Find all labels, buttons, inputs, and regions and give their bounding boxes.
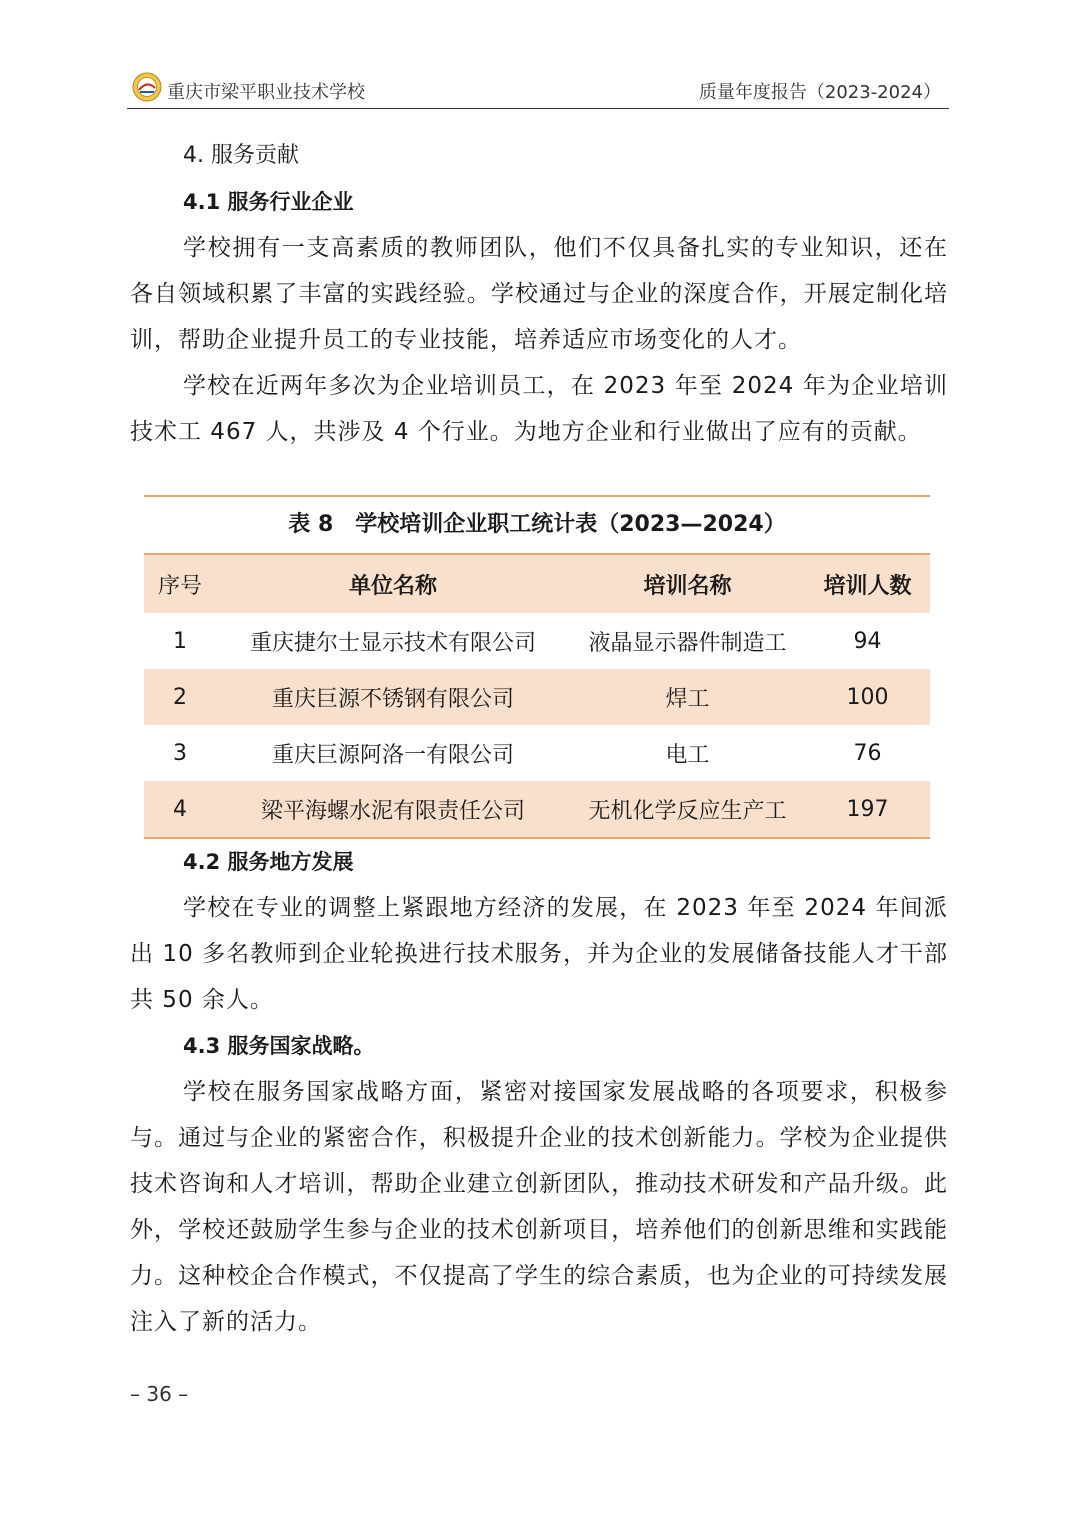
- table-row: [144, 613, 930, 669]
- section-heading: 4. 服务贡献: [183, 143, 299, 168]
- page-number: – 36 –: [130, 1382, 189, 1406]
- table-cell: 焊工: [665, 686, 710, 712]
- table-cell: 76: [853, 740, 882, 766]
- table-cell: 液晶显示器件制造工: [588, 630, 787, 656]
- subsection-heading-4-3: 4.3 服务国家战略。: [183, 1034, 375, 1058]
- column-header: 单位名称: [348, 573, 437, 599]
- table-title: 表 8 学校培训企业职工统计表（2023—2024）: [144, 495, 930, 553]
- table-header-row: [144, 554, 930, 613]
- table: [144, 553, 930, 839]
- table-cell: 2: [173, 684, 187, 710]
- table-cell: 100: [846, 684, 889, 710]
- paragraph: 学校在近两年多次为企业培训员工，在 2023 年至 2024 年为企业培训技术工 467 人，共涉及 4 个行业。为地方企业和行业做出了应有的贡献。: [130, 373, 948, 445]
- table-cell: 无机化学反应生产工: [588, 798, 787, 824]
- table-row: [144, 725, 930, 781]
- table-cell: 4: [173, 796, 187, 822]
- table-cell: 1: [173, 628, 187, 654]
- table-cell: 3: [173, 740, 187, 766]
- page-header: [127, 72, 949, 109]
- subsection-heading-4-2: 4.2 服务地方发展: [183, 850, 354, 874]
- table-cell: 94: [853, 628, 882, 654]
- table-cell: 电工: [665, 742, 710, 768]
- subsection-heading-4-1: 4.1 服务行业企业: [183, 190, 354, 214]
- school-logo-icon: [132, 72, 162, 102]
- table-row: [144, 669, 930, 725]
- table-cell: 重庆巨源不锈钢有限公司: [271, 686, 514, 712]
- column-header: 培训人数: [823, 573, 912, 599]
- table-row: [144, 781, 930, 838]
- report-title: 质量年度报告（2023-2024）: [698, 82, 941, 103]
- paragraph: 学校在服务国家战略方面，紧密对接国家发展战略的各项要求，积极参与。通过与企业的紧密合作，积极提升企业的技术创新能力。学校为企业提供技术咨询和人才培训，帮助企业建立创新团队，推动技术研发和产品升级。此外，学校还鼓励学生参与企业的技术创新项目，培养他们的创新思维和实践能力。这种校企合作模式，不仅提高了学生的综合素质，也为企业的可持续发展注入了新的活力。: [130, 1079, 948, 1335]
- paragraph: 学校拥有一支高素质的教师团队，他们不仅具备扎实的专业知识，还在各自领域积累了丰富的实践经验。学校通过与企业的深度合作，开展定制化培训，帮助企业提升员工的专业技能，培养适应市场变化的人才。: [130, 235, 948, 353]
- training-table: [144, 495, 930, 839]
- page-content: [130, 133, 948, 1345]
- paragraph: 学校在专业的调整上紧跟地方经济的发展，在 2023 年至 2024 年间派出 10 多名教师到企业轮换进行技术服务，并为企业的发展储备技能人才干部共 50 余人。: [130, 895, 948, 1013]
- table-cell: 重庆捷尔士显示技术有限公司: [249, 630, 536, 656]
- column-header: 培训名称: [643, 573, 732, 599]
- table-cell: 梁平海螺水泥有限责任公司: [260, 798, 525, 824]
- table-cell: 重庆巨源阿洛一有限公司: [271, 742, 514, 768]
- column-header: 序号: [157, 573, 202, 599]
- table-cell: 197: [846, 796, 889, 822]
- school-name: 重庆市梁平职业技术学校: [167, 82, 365, 103]
